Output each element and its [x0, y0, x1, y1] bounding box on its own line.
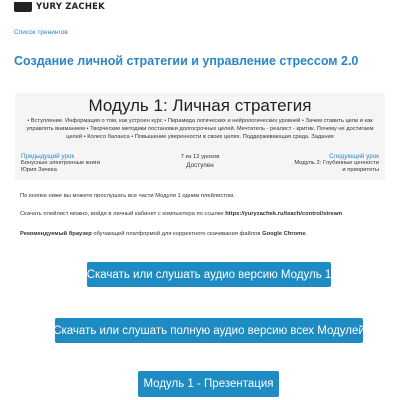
- lesson-count: 7 из 12 уроков: [180, 154, 220, 160]
- module-title: Модуль 1: Личная стратегия: [88, 96, 312, 115]
- presentation-button[interactable]: Модуль 1 - Презентация: [138, 371, 279, 397]
- next-lesson-title-line2: и приоритеты: [342, 167, 379, 173]
- lesson-status: Доступен: [186, 162, 214, 169]
- playlist-download-label: Скачать плейлист можно, войдя в личный кабинет с компьютера по ссылке: [20, 211, 226, 217]
- logo-mark-icon: [14, 2, 32, 12]
- module-card: [15, 93, 385, 180]
- browser-recommendation-end: .: [305, 231, 308, 237]
- page-title: Создание личной стратегии и управление стрессом 2.0: [14, 54, 359, 68]
- breadcrumb-training-list[interactable]: Список тренингов: [14, 29, 68, 36]
- browser-name: Google Chrome: [262, 231, 306, 237]
- previous-lesson-nav[interactable]: [21, 153, 141, 174]
- audio-module-button[interactable]: Скачать или слушать аудио версию Модуль 1: [87, 262, 331, 287]
- playlist-download-text: [20, 211, 342, 217]
- browser-recommendation-body: обучающей платформой для корректного скачивания файлов: [91, 231, 263, 237]
- previous-lesson-title-line1: Бонусные электронные книги: [21, 160, 101, 166]
- next-lesson-nav[interactable]: [259, 153, 379, 174]
- stream-link[interactable]: https://yuryzachek.ru/teach/control/stream: [225, 211, 343, 217]
- logo-text: YURY ZACHEK: [36, 2, 105, 12]
- lesson-progress: [150, 154, 250, 169]
- browser-recommendation-text: [20, 231, 307, 237]
- module-description: • Вступление. Информация о том, как устроен курс • Пирамида логических и нейрологических уровней • Зачем ставить цели и как управлять вниманием • Творческие методики постановки долгосрочных целей. Мечтатель - реалист - критик. Почему не достигаем целей • Колесо баланса • Повышение уверенности в своих целях. Поддерживающая среда. Задания: [26, 118, 374, 141]
- previous-lesson-link[interactable]: Предыдущий урок: [21, 153, 75, 160]
- previous-lesson-title-line2: Юрия Зачека: [21, 167, 57, 173]
- next-lesson-title-line1: Модуль 2: Глубинные ценности: [294, 160, 379, 166]
- recommended-browser-label: Рекомендуемый браузер: [20, 231, 92, 237]
- playlist-info-text: По кнопке ниже вы можете прослушать все части Модуля 1 одним плейлистом.: [20, 193, 235, 199]
- site-logo[interactable]: [14, 0, 105, 14]
- audio-full-button[interactable]: Скачать или слушать полную аудио версию всех Модулей: [55, 318, 363, 343]
- next-lesson-link[interactable]: Следующий урок: [329, 153, 379, 160]
